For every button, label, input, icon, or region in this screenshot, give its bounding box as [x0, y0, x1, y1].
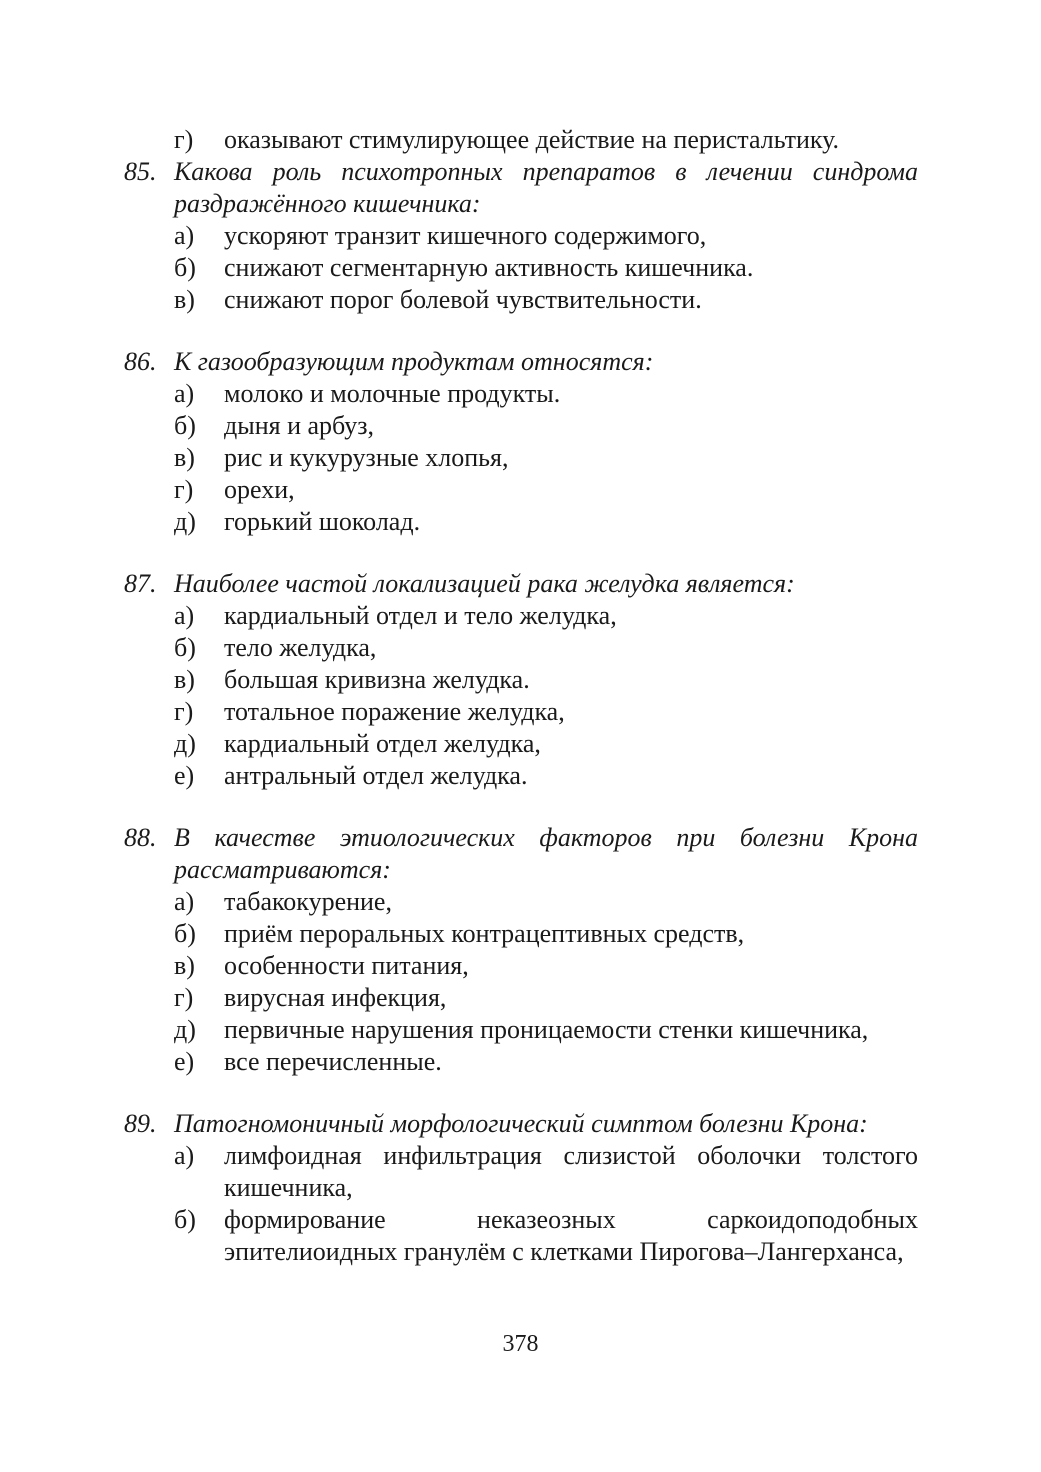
option-letter: б) [174, 633, 196, 662]
question-89 [124, 1108, 918, 1268]
option-item [174, 252, 918, 284]
option-letter: г) [174, 697, 194, 726]
option-letter: а) [174, 221, 195, 250]
option-letter: б) [174, 411, 196, 440]
question-87 [124, 568, 918, 792]
options-list [124, 600, 918, 792]
option-letter: а) [174, 601, 195, 630]
option-letter: б) [174, 253, 196, 282]
question-text: Патогномоничный морфологический симптом болезни Крона: [174, 1109, 868, 1138]
option-text: все перечисленные. [224, 1047, 442, 1076]
option-text: приём пероральных контрацептивных средств, [224, 919, 745, 948]
option-text: снижают порог болевой чувствительности. [224, 285, 702, 314]
continuation-block [124, 124, 918, 156]
option-item [174, 600, 918, 632]
option-item [174, 506, 918, 538]
option-text: тотальное поражение желудка, [224, 697, 565, 726]
option-item [174, 918, 918, 950]
option-text: особенности питания, [224, 951, 469, 980]
option-item [174, 1014, 918, 1046]
option-item [174, 886, 918, 918]
option-item [174, 696, 918, 728]
question-number: 88. [124, 823, 157, 852]
question-number: 87. [124, 569, 157, 598]
option-text: орехи, [224, 475, 295, 504]
question-heading [124, 346, 918, 378]
page-number: 378 [502, 1331, 539, 1357]
question-85 [124, 156, 918, 316]
option-letter: д) [174, 1015, 196, 1044]
option-text: оказывают стимулирующее действие на перистальтику. [224, 125, 840, 154]
option-text: первичные нарушения проницаемости стенки кишечника, [224, 1015, 869, 1044]
question-heading [124, 156, 918, 220]
option-text: кардиальный отдел желудка, [224, 729, 541, 758]
option-letter: е) [174, 1047, 195, 1076]
question-heading [124, 822, 918, 886]
option-item [174, 474, 918, 506]
option-item [174, 124, 918, 156]
question-text: Наиболее частой локализацией рака желудка является: [174, 569, 795, 598]
question-heading [124, 568, 918, 600]
option-letter: е) [174, 761, 195, 790]
options-list [124, 886, 918, 1078]
option-item [174, 728, 918, 760]
option-letter: г) [174, 475, 194, 504]
option-letter: в) [174, 665, 195, 694]
option-text: тело желудка, [224, 633, 377, 662]
question-number: 86. [124, 347, 157, 376]
option-text: молоко и молочные продукты. [224, 379, 561, 408]
option-text: кардиальный отдел и тело желудка, [224, 601, 617, 630]
question-88 [124, 822, 918, 1078]
option-text: большая кривизна желудка. [224, 665, 530, 694]
option-item [174, 664, 918, 696]
question-number: 85. [124, 157, 157, 186]
page-body [124, 124, 918, 1268]
option-item [174, 220, 918, 252]
question-heading [124, 1108, 918, 1140]
option-item [174, 1204, 918, 1268]
option-item [174, 1046, 918, 1078]
option-letter: г) [174, 125, 194, 154]
option-text: формирование неказеозных саркоидоподобных эпителиоидных гранулём с клетками Пирогова–Лангерханса, [224, 1205, 918, 1266]
option-text: дыня и арбуз, [224, 411, 375, 440]
option-text: табакокурение, [224, 887, 392, 916]
option-item [174, 632, 918, 664]
options-list [124, 220, 918, 316]
question-86 [124, 346, 918, 538]
option-item [174, 410, 918, 442]
option-text: вирусная инфекция, [224, 983, 447, 1012]
option-text: лимфоидная инфильтрация слизистой оболочки толстого кишечника, [224, 1141, 918, 1202]
option-letter: в) [174, 285, 195, 314]
option-letter: в) [174, 443, 195, 472]
option-item [174, 442, 918, 474]
option-item [174, 378, 918, 410]
question-number: 89. [124, 1109, 157, 1138]
question-text: В качестве этиологических факторов при болезни Крона рассматриваются: [174, 823, 918, 884]
option-letter: а) [174, 887, 195, 916]
option-letter: д) [174, 507, 196, 536]
option-letter: а) [174, 379, 195, 408]
question-text: Какова роль психотропных препаратов в лечении синдрома раздражённого кишечника: [174, 157, 918, 218]
option-text: горький шоколад. [224, 507, 421, 536]
option-item [174, 284, 918, 316]
option-text: рис и кукурузные хлопья, [224, 443, 509, 472]
options-list [124, 124, 918, 156]
option-item [174, 760, 918, 792]
option-item [174, 1140, 918, 1204]
option-text: снижают сегментарную активность кишечника. [224, 253, 754, 282]
option-letter: д) [174, 729, 196, 758]
question-text: К газообразующим продуктам относятся: [174, 347, 654, 376]
option-letter: б) [174, 919, 196, 948]
option-letter: б) [174, 1205, 196, 1234]
option-item [174, 982, 918, 1014]
option-letter: в) [174, 951, 195, 980]
option-letter: а) [174, 1141, 195, 1170]
option-text: антральный отдел желудка. [224, 761, 528, 790]
option-letter: г) [174, 983, 194, 1012]
option-item [174, 950, 918, 982]
options-list [124, 1140, 918, 1268]
option-text: ускоряют транзит кишечного содержимого, [224, 221, 707, 250]
options-list [124, 378, 918, 538]
